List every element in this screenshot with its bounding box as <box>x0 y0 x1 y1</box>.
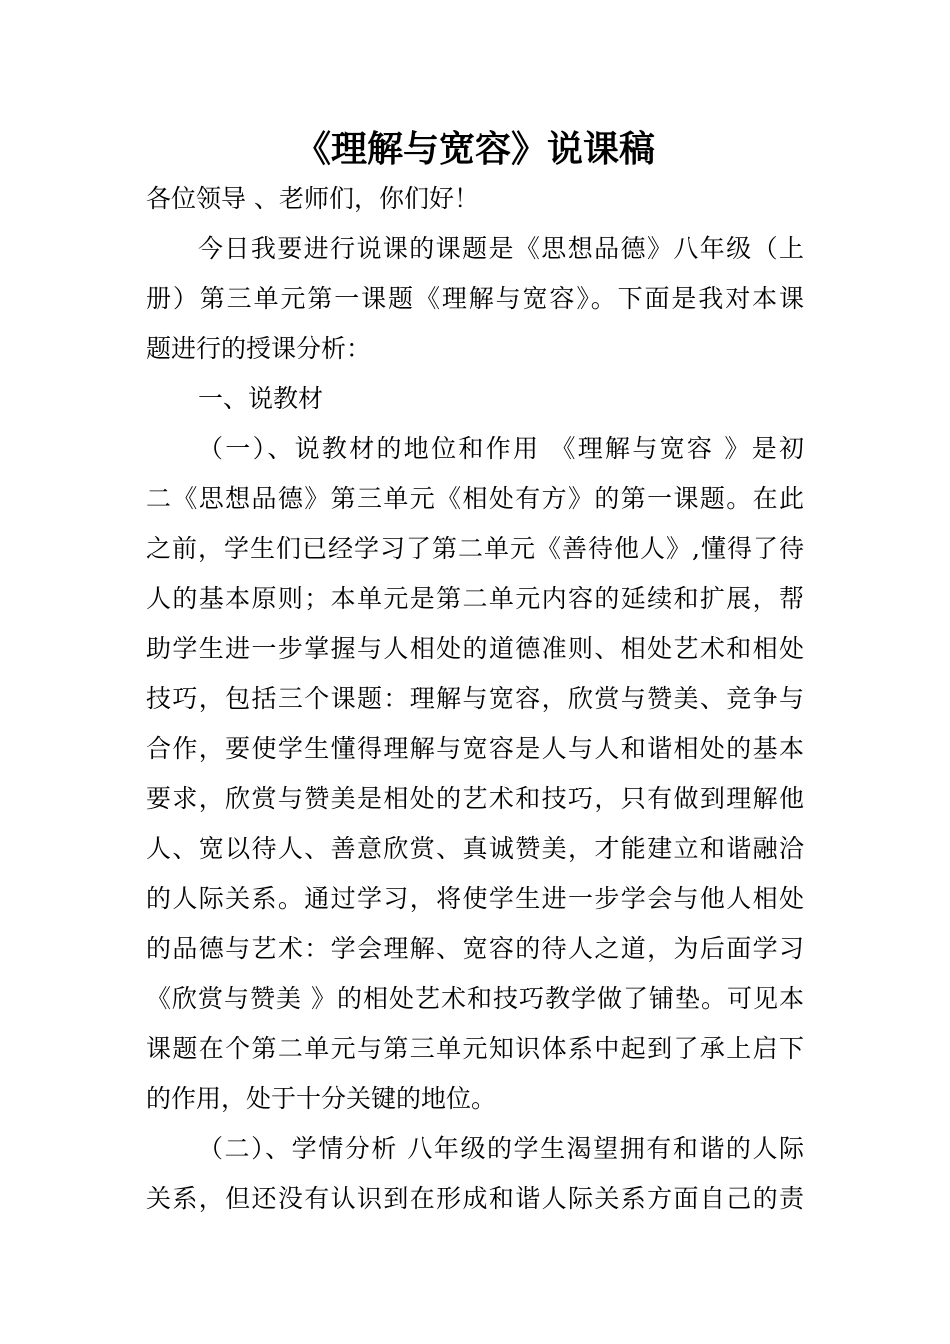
paragraph-line: 《欣赏与赞美 》的相处艺术和技巧教学做了铺垫。可见本 <box>146 984 804 1013</box>
paragraph-line: 合作，要使学生懂得理解与宽容是人与人和谐相处的基本 <box>146 734 804 763</box>
paragraph-line: 要求，欣赏与赞美是相处的艺术和技巧，只有做到理解他 <box>146 784 804 813</box>
paragraph-line: 之前，学生们已经学习了第二单元《善待他人》,懂得了待 <box>146 534 804 563</box>
paragraph-line: 二《思想品德》第三单元《相处有方》的第一课题。在此 <box>146 484 804 513</box>
paragraph-line: 关系，但还没有认识到在形成和谐人际关系方面自己的责 <box>146 1184 804 1213</box>
document-title: 《理解与宽容》说课稿 <box>294 128 655 170</box>
paragraph-line: 课题在个第二单元与第三单元知识体系中起到了承上启下 <box>146 1034 804 1063</box>
intro-line-1: 今日我要进行说课的课题是《思想品德》八年级（上 <box>198 234 804 263</box>
paragraph-line: 的人际关系。通过学习，将使学生进一步学会与他人相处 <box>146 884 804 913</box>
paragraph-line: 人的基本原则；本单元是第二单元内容的延续和扩展，帮 <box>146 584 804 613</box>
paragraph-line: （二）、学情分析 八年级的学生渴望拥有和谐的人际 <box>198 1134 804 1163</box>
paragraph-line: （一）、说教材的地位和作用 《理解与宽容 》是初 <box>198 434 804 463</box>
intro-line-2: 册）第三单元第一课题《理解与宽容》。下面是我对本课 <box>146 284 804 313</box>
section-heading-textbook: 一、说教材 <box>198 384 324 413</box>
paragraph-line: 助学生进一步掌握与人相处的道德准则、相处艺术和相处 <box>146 634 804 663</box>
paragraph-line: 的品德与艺术：学会理解、宽容的待人之道，为后面学习 <box>146 934 804 963</box>
paragraph-line: 人、宽以待人、善意欣赏、真诚赞美，才能建立和谐融洽 <box>146 834 804 863</box>
paragraph-line: 技巧，包括三个课题：理解与宽容，欣赏与赞美、竞争与 <box>146 684 804 713</box>
paragraph-line: 的作用，处于十分关键的地位。 <box>146 1084 497 1113</box>
greeting-line: 各位领导 、老师们，你们好！ <box>146 184 479 213</box>
intro-line-3: 题进行的授课分析： <box>146 334 372 363</box>
